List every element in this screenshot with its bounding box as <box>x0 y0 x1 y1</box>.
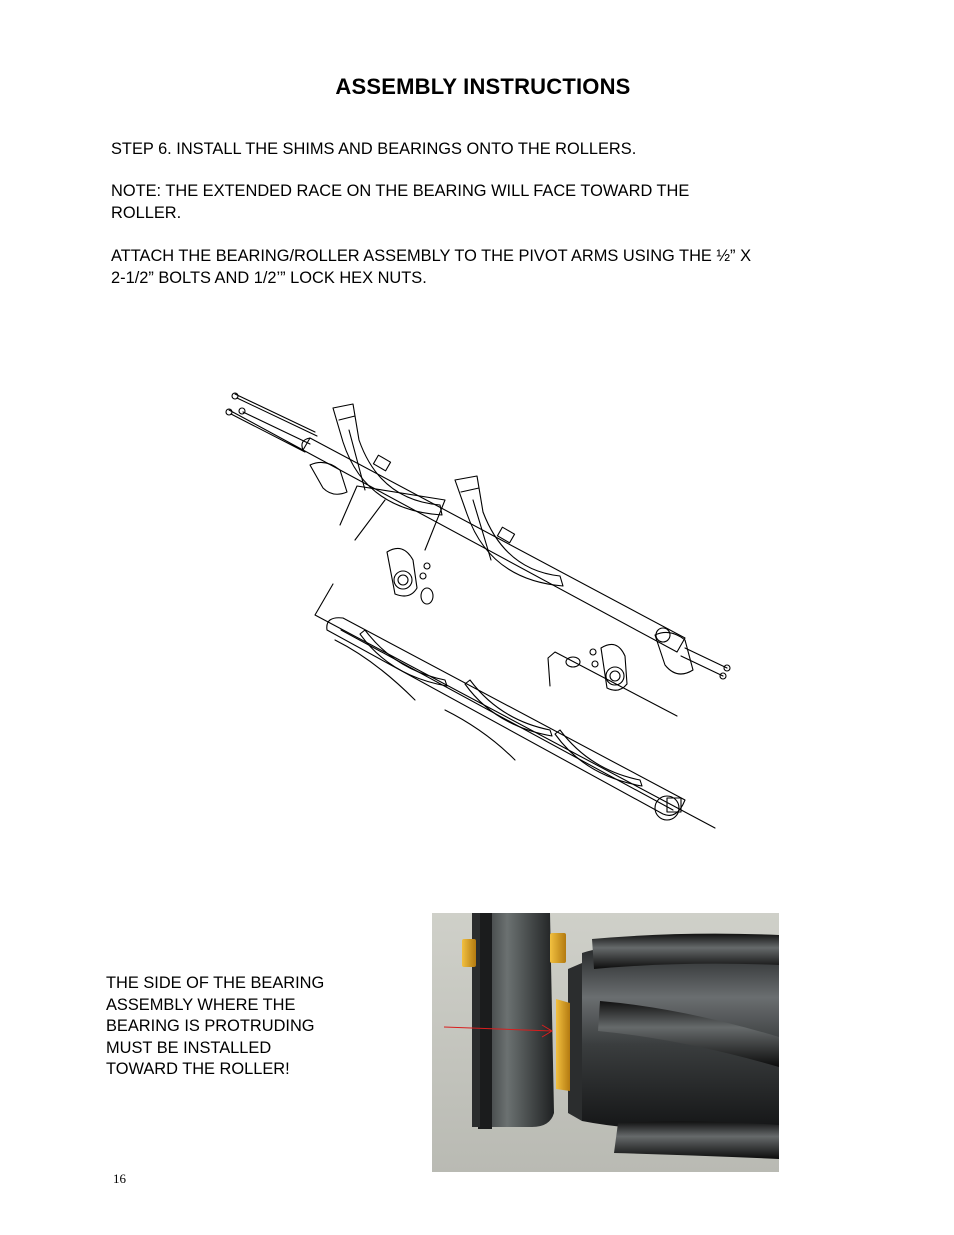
bolt <box>235 394 317 436</box>
bearing-ring <box>556 999 570 1091</box>
bearing-note: NOTE: THE EXTENDED RACE ON THE BEARING WILL FACE TOWARD THE ROLLER. <box>111 182 690 222</box>
assembly-diagram <box>215 380 735 840</box>
callout-text: THE SIDE OF THE BEARING ASSEMBLY WHERE THE BEARING IS PROTRUDING MUST BE INSTALLED TOWARD THE ROLLER! <box>106 974 325 1078</box>
attach-instruction: ATTACH THE BEARING/ROLLER ASSEMBLY TO THE PIVOT ARMS USING THE ½” X 2-1/2” BOLTS AND 1/2’” LOCK HEX NUTS. <box>111 247 752 287</box>
page-title: ASSEMBLY INSTRUCTIONS <box>335 74 631 99</box>
page-number: 16 <box>113 1171 126 1186</box>
nut-top-right <box>550 933 566 963</box>
step-instruction: STEP 6. INSTALL THE SHIMS AND BEARINGS ONTO THE ROLLERS. <box>111 140 637 158</box>
bearing-photo <box>432 913 779 1172</box>
frame-bar <box>303 438 685 652</box>
nut-top-left <box>462 939 476 967</box>
